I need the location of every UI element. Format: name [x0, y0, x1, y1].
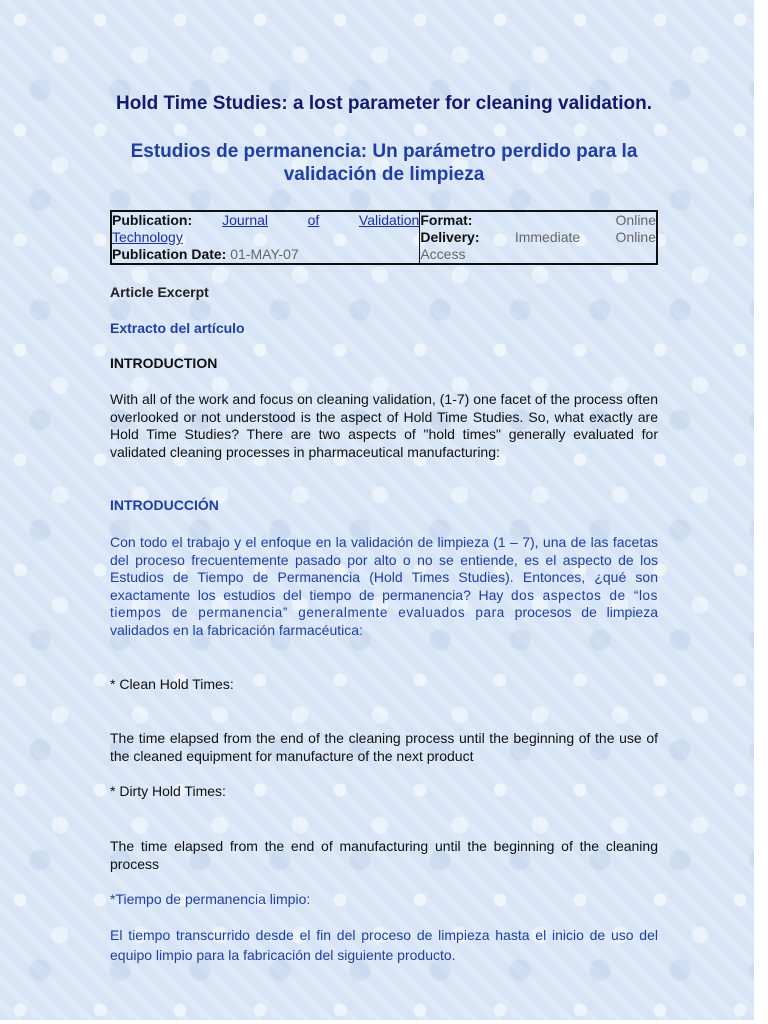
format-value: Online: [615, 212, 656, 228]
publication-info-table: [110, 210, 658, 265]
journal-link-cont[interactable]: Technology: [112, 229, 183, 245]
extracto-heading: Extracto del artículo: [110, 320, 245, 336]
format-label: Format:: [420, 212, 473, 228]
article-excerpt-heading: Article Excerpt: [110, 284, 209, 300]
page-edge-bottom: [0, 1020, 768, 1024]
format-cell: [420, 211, 657, 264]
journal-link[interactable]: Journal of Validation: [222, 212, 420, 228]
page-edge-right: [754, 0, 768, 1024]
delivery-label: Delivery:: [420, 229, 480, 245]
title-spanish: Estudios de permanencia: Un parámetro perdido para la validación de limpieza: [130, 141, 638, 185]
title-english: Hold Time Studies: a lost parameter for cleaning validation.: [116, 93, 652, 114]
delivery-value-2: Online: [615, 229, 656, 245]
introduccion-text-3: procesos de limpieza validados en la fabricación farmacéutica:: [110, 604, 659, 638]
introduction-paragraph: With all of the work and focus on cleaning validation, (1-7) one facet of the process often overlooked or not understood is the aspect of Hold Time Studies. So, what exactly are Hold Time Studies? There are two aspects of "hold times" generally evaluated for validated cleaning processes in pharmaceutical manufacturing:: [110, 391, 658, 460]
publication-date-label: Publication Date:: [112, 246, 227, 262]
dirty-hold-heading: * Dirty Hold Times:: [110, 783, 226, 799]
introduccion-text-2: dos aspectos de “los tiempos de permanencia” generalmente evaluados para: [110, 587, 659, 620]
publication-date-value: 01-MAY-07: [230, 246, 299, 262]
introduccion-paragraph: [110, 534, 658, 639]
publication-cell: [111, 211, 420, 264]
tiempo-limpio-heading: *Tiempo de permanencia limpio:: [110, 891, 311, 907]
clean-hold-text: The time elapsed from the end of the cleaning process until the beginning of the use of the cleaned equipment for manufacture of the next product: [110, 730, 658, 764]
dirty-hold-text: The time elapsed from the end of manufacturing until the beginning of the cleaning process: [110, 838, 658, 872]
tiempo-limpio-text: El tiempo transcurrido desde el fin del proceso de limpieza hasta el inicio de uso del equipo limpio para la fabricación del siguiente producto.: [110, 927, 658, 963]
delivery-value-3: Access: [420, 246, 466, 262]
introduccion-text-1: Con todo el trabajo y el enfoque en la validación de limpieza (1 – 7), una de las facetas del proceso frecuentemente pasado por alto o no se entiende, es el aspecto de los Estudios de Tiempo de Permanencia (Hold Times Studies). Entonces, ¿qué son exactamente los estudios del tiempo de permanencia? Hay: [110, 534, 658, 603]
introduccion-heading: INTRODUCCIÓN: [110, 497, 219, 513]
clean-hold-heading: * Clean Hold Times:: [110, 676, 234, 692]
introduction-heading: INTRODUCTION: [110, 355, 218, 371]
delivery-value-1: Immediate: [514, 229, 581, 245]
publication-label: Publication:: [112, 212, 193, 228]
